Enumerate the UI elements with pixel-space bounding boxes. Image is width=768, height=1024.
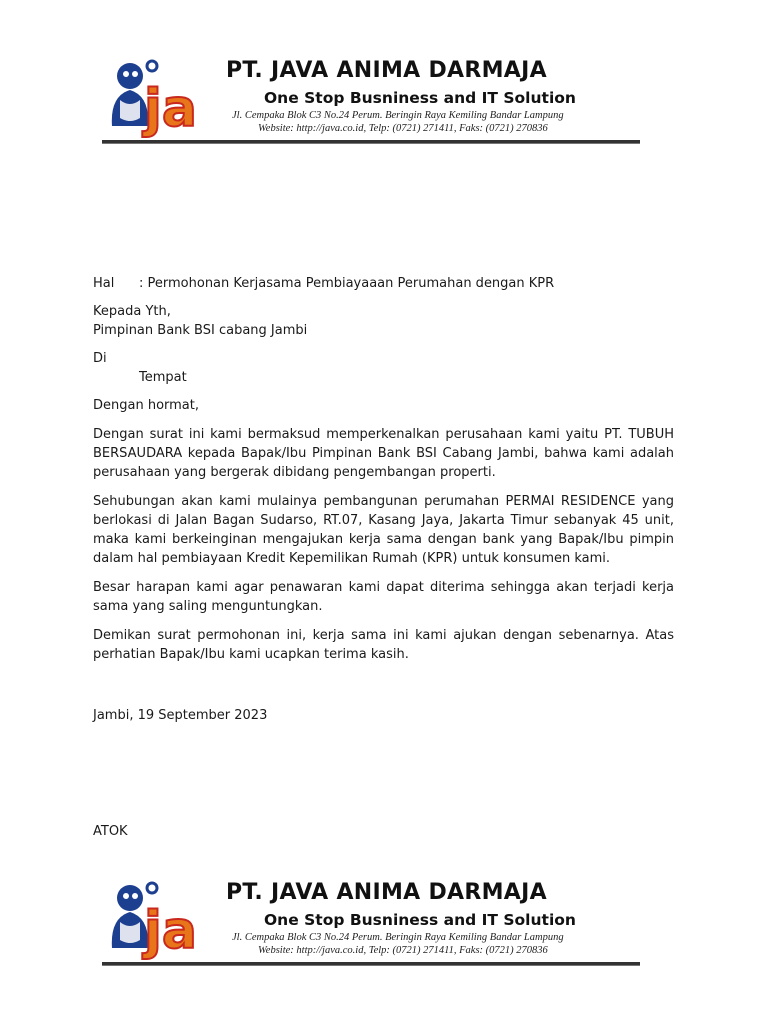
letterhead-rule	[102, 140, 640, 144]
svg-text:ja: ja	[144, 79, 197, 138]
company-tagline: One Stop Busniness and IT Solution	[264, 911, 576, 929]
paragraph-hope: Besar harapan kami agar penawaran kami dapat diterima sehingga akan terjadi kerja sama yang saling menguntungkan.	[93, 580, 674, 614]
letterhead-top	[100, 46, 640, 146]
subject-text: : Permohonan Kerjasama Pembiayaaan Perumahan dengan KPR	[139, 276, 555, 291]
greeting: Dengan hormat,	[93, 398, 200, 413]
svg-text:ja: ja	[144, 901, 197, 960]
letterhead-rule	[102, 962, 640, 966]
paragraph-closing: Demikan surat permohonan ini, kerja sama ini kami ajukan dengan sebenarnya. Atas perhatian Bapak/Ibu kami ucapkan terima kasih.	[93, 628, 674, 662]
company-name: PT. JAVA ANIMA DARMAJA	[226, 58, 547, 83]
company-logo-icon	[104, 52, 216, 138]
subject-line	[93, 274, 674, 293]
company-address: Jl. Cempaka Blok C3 No.24 Perum. Beringin Raya Kemiling Bandar Lampung	[232, 110, 564, 121]
company-contact: Website: http://java.co.id, Telp: (0721) 271411, Faks: (0721) 270836	[258, 123, 548, 134]
company-logo-icon	[104, 874, 216, 960]
company-name: PT. JAVA ANIMA DARMAJA	[226, 880, 547, 905]
paragraph-project: Sehubungan akan kami mulainya pembangunan perumahan PERMAI RESIDENCE yang berlokasi di Jalan Bagan Sudarso, RT.07, Kasang Jaya, Jakarta Timur sebanyak 45 unit, maka kami berkeinginan mengajukan kerja sama dengan bank yang Bapak/Ibu pimpin dalam hal pembiayaan Kredit Kepemilikan Rumah (KPR) untuk konsumen kami.	[93, 494, 674, 566]
letter-body	[93, 274, 674, 664]
paragraph-intro: Dengan surat ini kami bermaksud memperkenalkan perusahaan kami yaitu PT. TUBUH BERSAUDARA kepada Bapak/Ibu Pimpinan Bank BSI Cabang Jambi, bahwa kami adalah perusahaan yang bergerak dibidang pengembangan properti.	[93, 427, 674, 480]
company-tagline: One Stop Busniness and IT Solution	[264, 89, 576, 107]
letterhead-bottom	[100, 868, 640, 968]
subject-label: Hal	[93, 276, 115, 291]
company-contact: Website: http://java.co.id, Telp: (0721) 271411, Faks: (0721) 270836	[258, 945, 548, 956]
recipient-intro: Kepada Yth,	[93, 304, 171, 319]
letter-date: Jambi, 19 September 2023	[93, 708, 268, 723]
company-address: Jl. Cempaka Blok C3 No.24 Perum. Beringin Raya Kemiling Bandar Lampung	[232, 932, 564, 943]
place-text: Tempat	[139, 370, 187, 385]
recipient-name: Pimpinan Bank BSI cabang Jambi	[93, 323, 308, 338]
signature-name: ATOK	[93, 824, 128, 839]
place-prefix: Di	[93, 351, 107, 366]
